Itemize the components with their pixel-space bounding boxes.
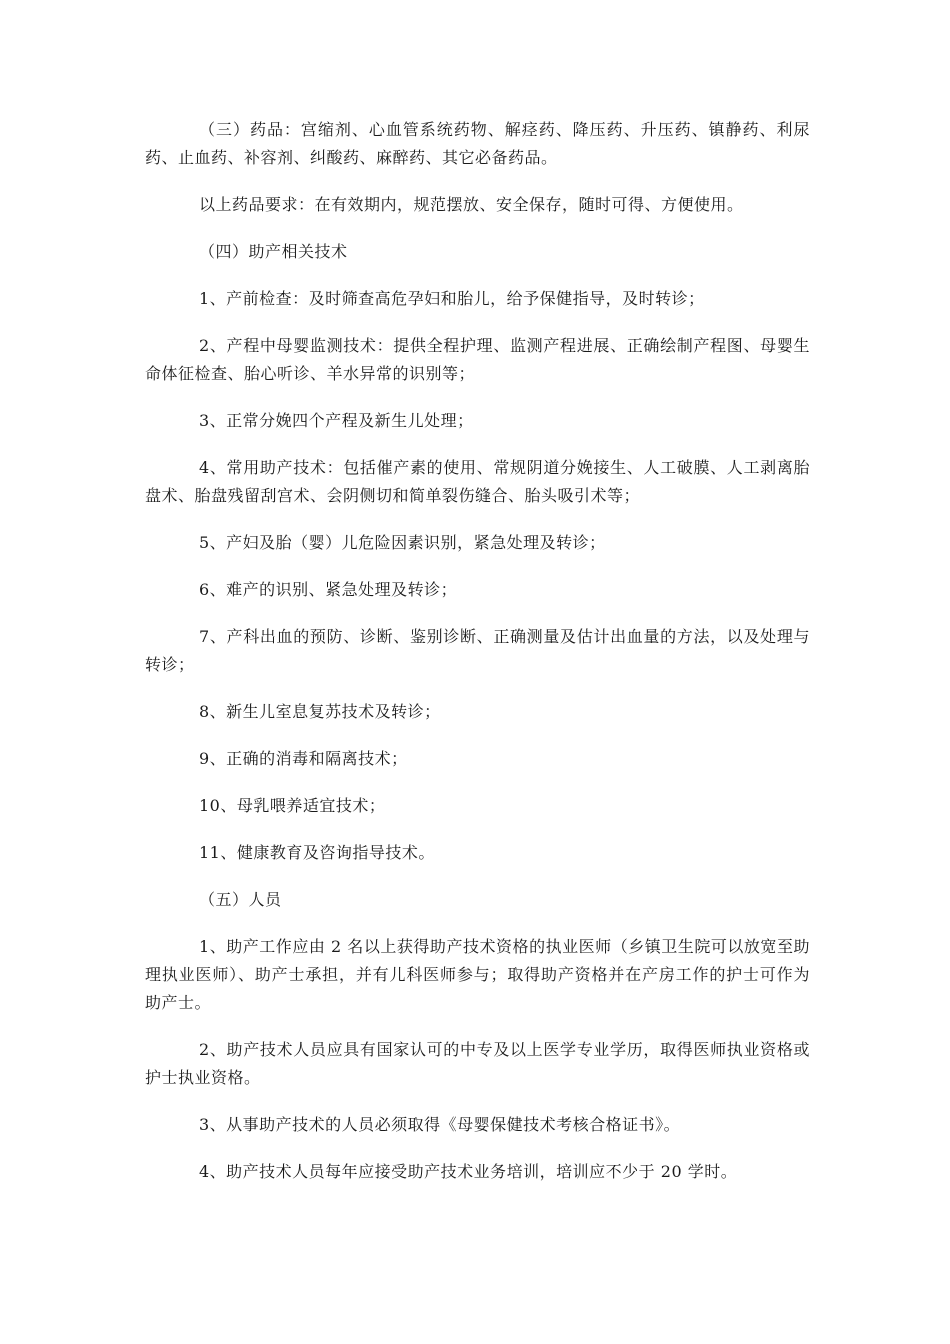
paragraph-drugs: （三）药品：宫缩剂、心血管系统药物、解痉药、降压药、升压药、镇静药、利尿药、止血药、补容剂、纠酸药、麻醉药、其它必备药品。 [145,120,810,167]
section-heading-midwifery-techniques: （四）助产相关技术 [199,242,348,261]
list-item-qualifications: 2、助产技术人员应具有国家认可的中专及以上医学专业学历，取得医师执业资格或护士执业资格。 [145,1040,810,1087]
list-item-staffing: 1、助产工作应由 2 名以上获得助产技术资格的执业医师（乡镇卫生院可以放宽至助理执业医师）、助产士承担，并有儿科医师参与；取得助产资格并在产房工作的护士可作为助产士。 [145,937,810,1012]
list-item-labor-monitoring: 2、产程中母婴监测技术：提供全程护理、监测产程进展、正确绘制产程图、母婴生命体征检查、胎心听诊、羊水异常的识别等； [145,336,810,383]
list-item-training: 4、助产技术人员每年应接受助产技术业务培训，培训应不少于 20 学时。 [199,1162,738,1181]
list-item-resuscitation: 8、新生儿室息复苏技术及转诊； [199,702,441,721]
list-item-health-education: 11、健康教育及咨询指导技术。 [199,843,435,862]
list-item-risk-factors: 5、产妇及胎（婴）儿危险因素识别，紧急处理及转诊； [199,533,606,552]
list-item-dystocia: 6、难产的识别、紧急处理及转诊； [199,580,458,599]
list-item-certificate: 3、从事助产技术的人员必须取得《母婴保健技术考核合格证书》。 [199,1115,681,1134]
list-item-hemorrhage: 7、产科出血的预防、诊断、鉴别诊断、正确测量及估计出血量的方法，以及处理与转诊； [145,627,810,674]
document-body [145,116,810,1205]
list-item-common-techniques: 4、常用助产技术：包括催产素的使用、常规阴道分娩接生、人工破膜、人工剥离胎盘术、胎盘残留刮宫术、会阴侧切和简单裂伤缝合、胎头吸引术等； [145,458,810,505]
section-heading-personnel: （五）人员 [199,890,282,909]
list-item-disinfection: 9、正确的消毒和隔离技术； [199,749,408,768]
paragraph-drug-requirements: 以上药品要求：在有效期内，规范摆放、安全保存，随时可得、方便使用。 [199,195,744,214]
list-item-prenatal-check: 1、产前检查：及时筛查高危孕妇和胎儿，给予保健指导，及时转诊； [199,289,705,308]
list-item-breastfeeding: 10、母乳喂养适宜技术； [199,796,386,815]
list-item-normal-delivery: 3、正常分娩四个产程及新生儿处理； [199,411,474,430]
